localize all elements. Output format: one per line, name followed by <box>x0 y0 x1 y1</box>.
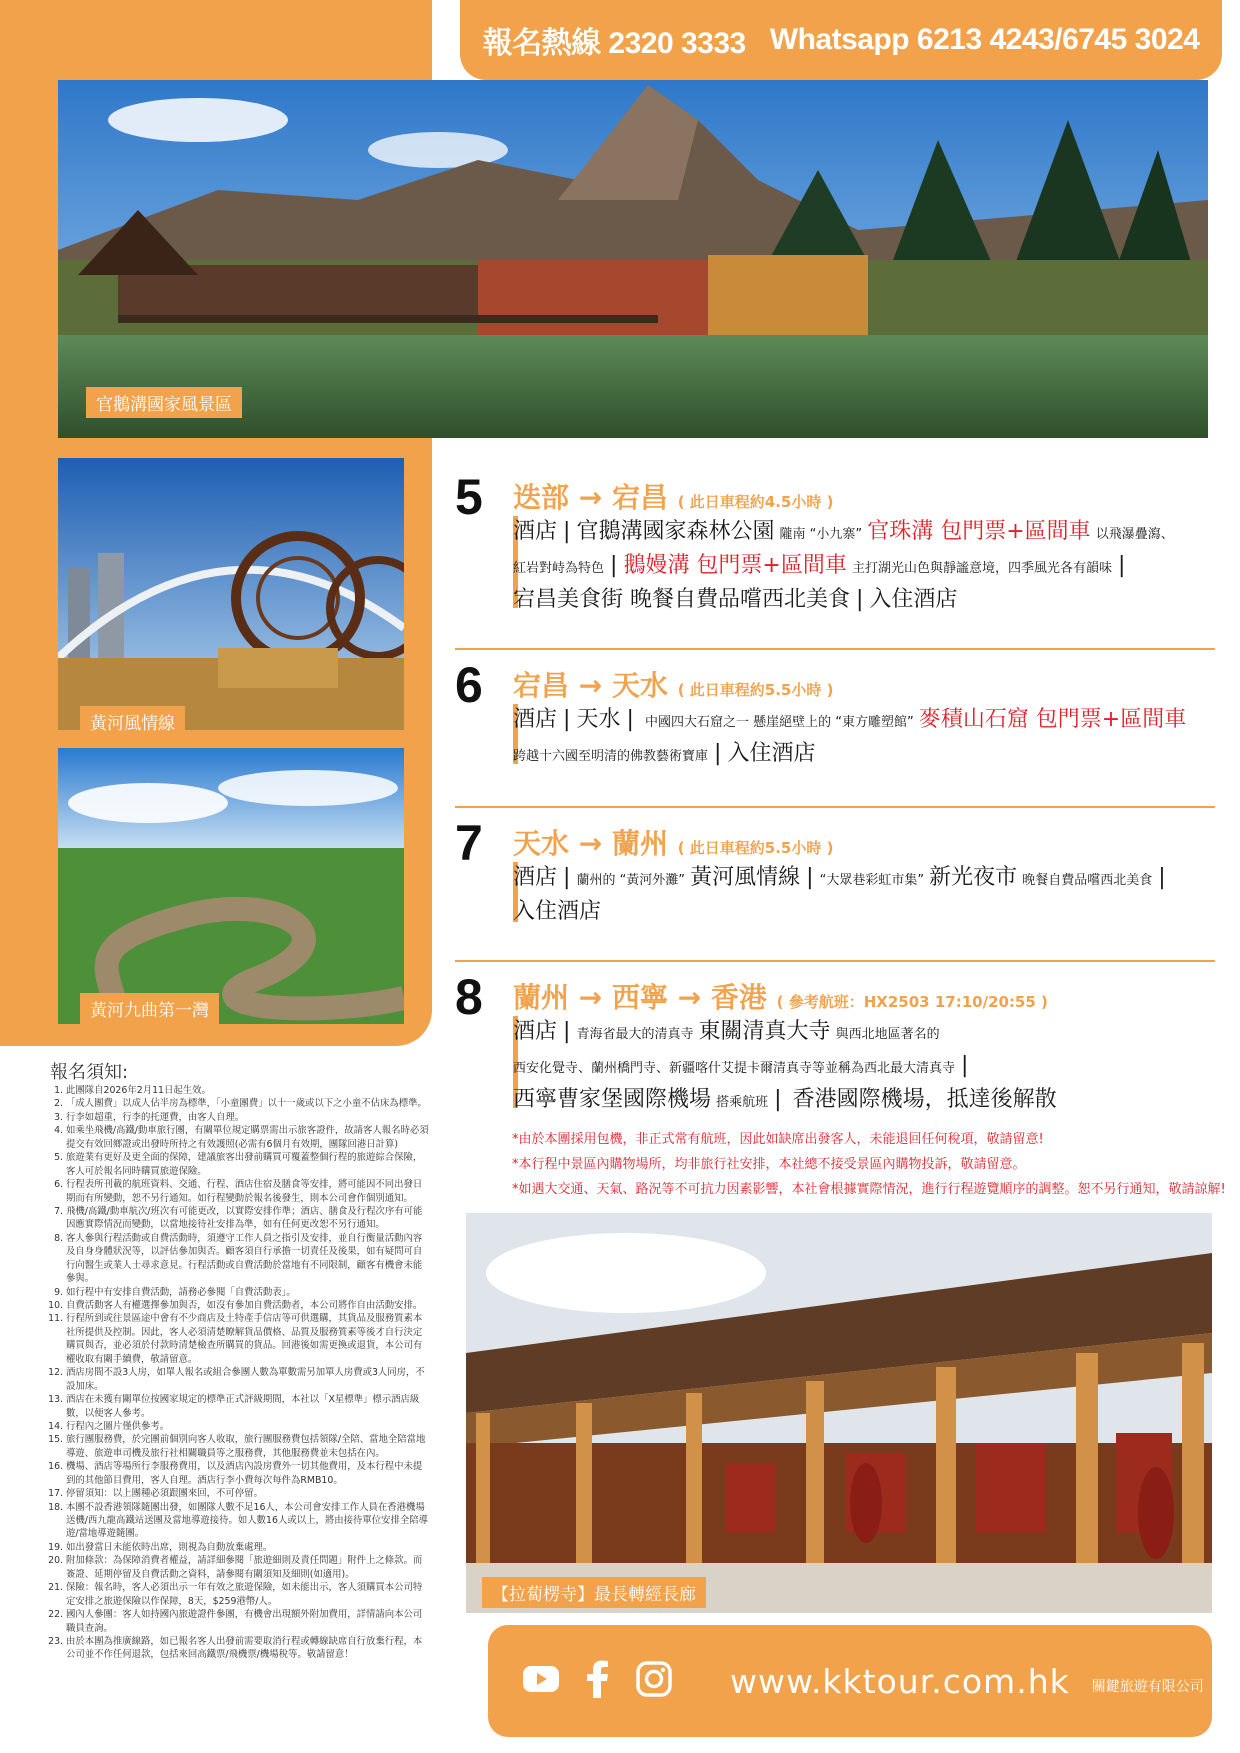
warning-3: *如遇大交通、天氣、路況等不可抗力因素影響，本社會根據實際情況，進行行程遊覽順序的調整。恕不另行通知，敬請諒解! <box>512 1182 1226 1197</box>
yellow-river-photo <box>58 458 404 730</box>
day-number: 7 <box>455 815 483 871</box>
temple-caption: 【拉蔔楞寺】最長轉經長廊 <box>482 1577 706 1608</box>
yellow-river-caption: 黃河風情線 <box>80 706 185 737</box>
note-item: 13. 酒店在未獲有關單位按國家規定的標準正式評級期間，本社以「X星標準」標示酒店級數，以便客人參考。 <box>66 1393 430 1420</box>
note-item: 12. 酒店房間不設3人房，如單人報名或組合參團人數為單數需另加單人房費或3人同房，不設加床。 <box>66 1366 430 1393</box>
note-item: 1. 此團隊自2026年2月11日起生效。 <box>66 1084 430 1097</box>
note-item: 19. 如出發當日未能依時出席，則視為自動放棄處理。 <box>66 1541 430 1554</box>
day-7 <box>455 815 1215 938</box>
note-item: 6. 行程表所刊載的航班資料、交通、行程、酒店住宿及膳食等安排，將可能因不同出發日期而有所變動，恕不另行通知。如行程變動於報名後發生，則本公司會作個別通知。 <box>66 1178 430 1205</box>
day-5 <box>455 469 1215 622</box>
day-details: 酒店 | 蘭州的 “黃河外灘” 黃河風情線 | “大眾巷彩虹市集” 新光夜市 晚餐自費品嚐西北美食 | 入住酒店 <box>513 865 1166 925</box>
day-number: 8 <box>455 969 483 1025</box>
hotline-bar <box>460 0 1222 80</box>
day-details: 酒店 | 官鵝溝國家森林公園 隴南 “小九寨” 官珠溝 包門票+區間車 以飛瀑疊瀉、 紅岩對峙為特色 | 鵝嫚溝 包門票+區間車 主打湖光山色與靜謐意境，四季風光各有韻味 | 宕昌美食街 晚餐自費品嚐西北美食 | 入住酒店 <box>513 519 1174 613</box>
note-item: 10. 自費活動客人有權選擇參加與否，如沒有參加自費活動者，本公司將作自由活動安排。 <box>66 1299 430 1312</box>
note-item: 9. 如行程中有安排自費活動，請務必參閱「自費活動表」。 <box>66 1286 430 1299</box>
note-item: 3. 行李如超重，行李的托運費，由客人自理。 <box>66 1111 430 1124</box>
note-item: 21. 保險：報名時，客人必須出示一年有效之旅遊保險，如未能出示，客人須購買本公司特定安排之旅遊保險以作保障，8天，$259港幣/人。 <box>66 1581 430 1608</box>
day-route: 天水 → 蘭州 ( 此日車程約5.5小時 ) <box>513 827 834 860</box>
warning-1: *由於本團採用包機，非正式常有航班，因此如缺席出發客人，未能退回任何稅項，敬請留意! <box>512 1132 1044 1147</box>
booking-hotline[interactable]: 報名熱線 2320 3333 <box>482 27 746 60</box>
whatsapp-numbers[interactable]: Whatsapp 6213 4243/6745 3024 <box>769 23 1200 56</box>
note-item: 18. 本團不設香港領隊隨團出發，如團隊人數不足16人，本公司會安排工作人員在香港機場送機/西九龍高鐵站送團及當地導遊接待。如人數16人或以上，將由接待單位安排全陪導遊/當地導遊隨團。 <box>66 1501 430 1541</box>
note-item: 16. 機場、酒店等場所行李服務費用，以及酒店內設房費外一切其他費用，及本行程中未提到的其他節目費用，客人自理。酒店行李小費每次每件為RMB10。 <box>66 1460 430 1487</box>
day-details: 酒店 | 青海省最大的清真寺 東關清真大寺 與西北地區著名的 西安化覺寺、蘭州橋門寺、新疆喀什艾提卡爾清真寺等並稱為西北最大清真寺 | 西寧曹家堡國際機場 搭乘航班 | 香港國際機場，抵達後解散 <box>513 1019 1057 1113</box>
hero-photo <box>58 80 1208 438</box>
day-details: 酒店 | 天水 | 中國四大石窟之一 懸崖絕壁上的 “東方雕塑館” 麥積山石窟 包門票+區間車 跨越十六國至明清的佛教藝術寶庫 | 入住酒店 <box>513 707 1187 767</box>
note-item: 20. 附加條款：為保障消費者權益，請詳細參閱「旅遊細則及責任問題」附件上之條款。而簽證、延期停留及自費活動之資料，請參閱有關須知及細則(如適用)。 <box>66 1554 430 1581</box>
day-route: 迭部 → 宕昌 ( 此日車程約4.5小時 ) <box>513 481 834 514</box>
booking-notes <box>50 1084 430 1662</box>
youtube-icon[interactable] <box>522 1665 560 1697</box>
note-item: 2. 「成人團費」以成人佔半房為標準，「小童團費」以十一歲或以下之小童不佔床為標準。 <box>66 1097 430 1110</box>
day-route: 蘭州 → 西寧 → 香港 ( 參考航班：HX2503 17:10/20:55 ) <box>513 981 1048 1014</box>
note-item: 14. 行程內之圖片僅供參考。 <box>66 1420 430 1433</box>
day-route: 宕昌 → 天水 ( 此日車程約5.5小時 ) <box>513 669 834 702</box>
day-8 <box>455 969 1215 1122</box>
note-item: 23. 由於本團為推廣線路，如已報名客人出發前需要取消行程或轉線缺席自行放棄行程，本公司並不作任何退款，包括來回高鐵票/飛機票/機場稅等。敬請留意！ <box>66 1635 430 1662</box>
day-number: 6 <box>455 657 483 713</box>
note-item: 8. 客人參與行程活動或自費活動時，須遵守工作人員之指引及安排，並自行衡量活動內容及自身身體狀況等，以評估參加與否。顧客須自行承擔一切責任及後果，如有疑問可自行向醫生或業人士尋求意見。行程活動或自費活動於當地有不同限制，顧客有機會未能參與。 <box>66 1232 430 1286</box>
note-item: 17. 停留須知：以上團種必須跟團來回，不可停留。 <box>66 1487 430 1500</box>
warning-2: *本行程中景區內購物場所，均非旅行社安排，本社總不接受景區內購物投訴，敬請留意。 <box>512 1157 1026 1172</box>
note-item: 7. 飛機/高鐵/動車航次/班次有可能更改，以實際安排作準；酒店、膳食及行程次序有可能因應實際情況而變動，以當地接待社安排為準，如有任何更改恕不另行通知。 <box>66 1205 430 1232</box>
note-item: 22. 國內人參團：客人如持國內旅遊證件參團，有機會出現額外附加費用，詳情請向本公司職員查詢。 <box>66 1608 430 1635</box>
note-item: 11. 行程所到或往景區途中會有不少商店及土特產手信店等可供選購，其貨品及服務質素本社所提供及控制。因此，客人必須清楚瞭解貨品價格、品質及服務質素等後才自行決定購買與否，並必須於付款時清楚檢查所購買的貨品。回港後如需更換或退貨，本公司有權收取有關手續費，敬請留意。 <box>66 1312 430 1366</box>
day-6 <box>455 657 1215 780</box>
facebook-icon[interactable] <box>586 1660 610 1702</box>
footer-bar <box>488 1625 1212 1737</box>
temple-photo <box>466 1213 1212 1613</box>
note-item: 4. 如乘坐飛機/高鐵/動車旅行團，有關單位規定購票需出示旅客證件，故請客人報名時必須提交有效回鄉證或出發時所持之有效護照(必需有6個月有效期，團隊回港日計算) <box>66 1124 430 1151</box>
website-link[interactable]: www.kktour.com.hk <box>730 1661 1070 1701</box>
river-bend-caption: 黃河九曲第一灣 <box>80 993 219 1024</box>
note-item: 15. 旅行團服務費，於完團前個別向客人收取，旅行團服務費包括領隊/全陪、當地全陪當地導遊、旅遊車司機及旅行社相關職員等之服務費，其他服務費並未包括在內。 <box>66 1433 430 1460</box>
notes-title: 報名須知: <box>50 1062 129 1083</box>
company-name: 關鍵旅遊有限公司 <box>1091 1679 1204 1695</box>
day-number: 5 <box>455 469 483 525</box>
note-item: 5. 旅遊業有更好及更全面的保障，建議旅客出發前購買可覆蓋整個行程的旅遊綜合保險，客人可於報名同時購買旅遊保險。 <box>66 1151 430 1178</box>
river-bend-photo <box>58 748 404 1024</box>
hero-caption: 官鵝溝國家風景區 <box>86 387 242 418</box>
instagram-icon[interactable] <box>636 1661 672 1701</box>
